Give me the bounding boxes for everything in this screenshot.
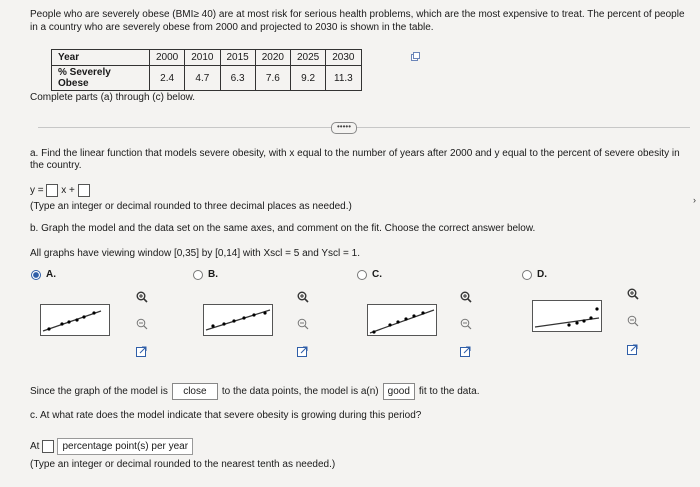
graph-c[interactable]: [367, 304, 437, 336]
viewing-window-text: All graphs have viewing window [0,35] by [0,14] with Xscl = 5 and Yscl = 1.: [30, 248, 360, 259]
fit-quality-dropdown[interactable]: good: [383, 383, 415, 400]
open-graph-icon[interactable]: [297, 346, 308, 357]
table-cell-percent: 7.6: [255, 66, 290, 91]
table-cell-year: 2000: [150, 50, 185, 66]
table-cell-year: 2030: [326, 50, 361, 66]
option-b-label: B.: [208, 269, 218, 280]
section-divider: [38, 127, 690, 128]
open-graph-icon[interactable]: [627, 344, 638, 355]
rate-input[interactable]: [42, 440, 54, 453]
table-cell-percent: 6.3: [220, 66, 255, 91]
table-cell-year: 2020: [255, 50, 290, 66]
table-cell-percent: 2.4: [150, 66, 185, 91]
zoom-out-icon[interactable]: [136, 318, 148, 330]
part-a-equation: [30, 184, 90, 198]
option-a-label: A.: [46, 269, 56, 280]
fit-sentence-part-3: fit to the data.: [418, 386, 480, 397]
equation-prefix: y =: [30, 185, 44, 197]
table-cell-percent: 4.7: [185, 66, 220, 91]
zoom-out-icon[interactable]: [460, 318, 472, 330]
chevron-right-icon[interactable]: ›: [693, 195, 696, 205]
intercept-input[interactable]: [78, 184, 90, 197]
open-graph-icon[interactable]: [460, 346, 471, 357]
part-c-question: c. At what rate does the model indicate that severe obesity is growing during this period?: [30, 410, 422, 421]
option-c-radio[interactable]: [357, 270, 367, 280]
graph-b[interactable]: [203, 304, 273, 336]
table-header-percent: % Severely Obese: [52, 66, 150, 91]
zoom-out-icon[interactable]: [627, 315, 639, 327]
option-a[interactable]: [31, 269, 56, 280]
part-a-hint: (Type an integer or decimal rounded to three decimal places as needed.): [30, 201, 352, 212]
expand-more-button[interactable]: •••••: [331, 122, 357, 134]
option-c-label: C.: [372, 269, 382, 280]
equation-mid: x +: [61, 185, 75, 197]
fit-sentence-part-2: to the data points, the model is a(n): [221, 386, 379, 397]
option-b-radio[interactable]: [193, 270, 203, 280]
zoom-in-icon[interactable]: [460, 291, 472, 303]
part-b-question: b. Graph the model and the data set on the same axes, and comment on the fit. Choose the correct answer below.: [30, 223, 536, 234]
zoom-in-icon[interactable]: [627, 288, 639, 300]
fit-sentence-part-1: Since the graph of the model is: [30, 386, 168, 397]
slope-input[interactable]: [46, 184, 58, 197]
option-d-radio[interactable]: [522, 270, 532, 280]
at-label: At: [30, 441, 40, 452]
option-b[interactable]: [193, 269, 218, 280]
option-d-label: D.: [537, 269, 547, 280]
complete-parts-text: Complete parts (a) through (c) below.: [30, 92, 196, 103]
obesity-data-table: [51, 49, 362, 91]
zoom-out-icon[interactable]: [297, 318, 309, 330]
part-c-hint: (Type an integer or decimal rounded to the nearest tenth as needed.): [30, 459, 336, 470]
table-row-percent: [52, 66, 362, 91]
option-d[interactable]: [522, 269, 547, 280]
copy-table-icon[interactable]: [411, 52, 420, 61]
zoom-in-icon[interactable]: [136, 291, 148, 303]
fit-sentence: [30, 383, 480, 400]
table-cell-year: 2010: [185, 50, 220, 66]
part-a-question: a. Find the linear function that models severe obesity, with x equal to the number of years after 2000 and y equal to the percent of severe obesity in the country.: [30, 148, 680, 171]
table-cell-year: 2025: [291, 50, 326, 66]
rate-unit-label: percentage point(s) per year: [57, 438, 193, 455]
part-c-answer-row: [30, 438, 193, 455]
table-cell-percent: 9.2: [291, 66, 326, 91]
option-a-radio[interactable]: [31, 270, 41, 280]
table-row-year: [52, 50, 362, 66]
table-header-year: Year: [52, 50, 150, 66]
graph-d[interactable]: [532, 300, 602, 332]
zoom-in-icon[interactable]: [297, 291, 309, 303]
option-c[interactable]: [357, 269, 382, 280]
problem-intro: People who are severely obese (BMI≥ 40) are at most risk for serious health problems, which are the most expensive to treat. The percent of people in a country who are severely obese from 2000 and projected to 2030 is shown in the table.: [30, 9, 685, 33]
open-graph-icon[interactable]: [136, 346, 147, 357]
table-cell-year: 2015: [220, 50, 255, 66]
fit-closeness-dropdown[interactable]: close: [172, 383, 218, 400]
table-cell-percent: 11.3: [326, 66, 361, 91]
graph-a[interactable]: [40, 304, 110, 336]
